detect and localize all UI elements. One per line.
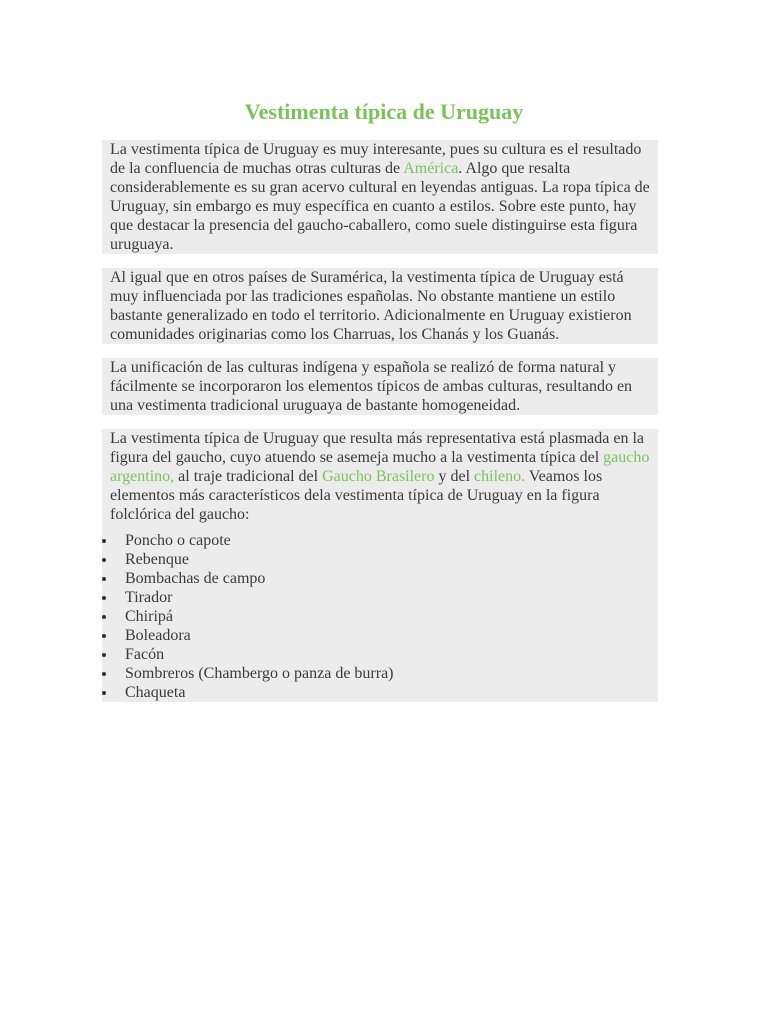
list-item <box>102 607 658 626</box>
paragraph-4-text-a: La vestimenta típica de Uruguay que resulta más representativa está plasmada en la figura del gaucho, cuyo atuendo se asemeja mucho a la vestimenta típica del <box>110 430 645 466</box>
paragraph-4-text-c: y del <box>434 468 475 485</box>
paragraph-gap <box>102 415 658 429</box>
article-body <box>102 140 658 702</box>
list-item-label: Facón <box>125 646 165 663</box>
link-gaucho-argentino[interactable]: gaucho argentino, <box>110 449 650 485</box>
list-item-label: Rebenque <box>125 551 189 568</box>
list-item <box>102 626 658 645</box>
paragraph-1 <box>102 140 658 254</box>
link-america[interactable]: América <box>403 160 459 177</box>
paragraph-4 <box>102 429 658 524</box>
list-item <box>102 664 658 683</box>
clothing-items-list <box>102 524 658 702</box>
paragraph-4-text-d: Veamos los elementos más característicos dela vestimenta típica de Uruguay en la figura folclórica del gaucho: <box>110 468 603 523</box>
paragraph-gap <box>102 254 658 268</box>
list-item <box>102 683 658 702</box>
paragraph-4-text-b: al traje tradicional del <box>174 468 323 485</box>
paragraph-1-text-a: La vestimenta típica de Uruguay es muy interesante, pues su cultura es el resultado de la confluencia de muchas otras culturas de <box>110 141 642 177</box>
bullet-icon <box>102 539 106 543</box>
bullet-icon <box>102 615 106 619</box>
list-item-label: Sombreros (Chambergo o panza de burra) <box>125 665 394 682</box>
bullet-icon <box>102 691 106 695</box>
list-item-label: Chaqueta <box>125 684 186 701</box>
list-item <box>102 550 658 569</box>
bullet-icon <box>102 653 106 657</box>
link-gaucho-brasilero[interactable]: Gaucho Brasilero <box>322 468 435 485</box>
bullet-icon <box>102 558 106 562</box>
page-title: Vestimenta típica de Uruguay <box>244 99 524 124</box>
paragraph-1-text-b: . Algo que resalta considerablemente es su gran acervo cultural en leyendas antiguas. La ropa típica de Uruguay, sin embargo es muy específica en cuanto a estilos. Sobre este punto, hay que destacar la presencia del gaucho-caballero, como suele distinguirse esta figura uruguaya. <box>110 160 650 253</box>
list-item <box>102 531 658 550</box>
bullet-icon <box>102 672 106 676</box>
list-item-label: Boleadora <box>125 627 191 644</box>
list-item-label: Poncho o capote <box>125 532 231 549</box>
list-item <box>102 645 658 664</box>
list-item-label: Tirador <box>125 589 173 606</box>
list-item-label: Bombachas de campo <box>125 570 266 587</box>
bullet-icon <box>102 634 106 638</box>
list-item-label: Chiripá <box>125 608 173 625</box>
list-item <box>102 569 658 588</box>
bullet-icon <box>102 577 106 581</box>
paragraph-3: La unificación de las culturas indígena y española se realizó de forma natural y fácilmente se incorporaron los elementos típicos de ambas culturas, resultando en una vestimenta tradicional uruguaya de bastante homogeneidad. <box>102 358 658 415</box>
bullet-icon <box>102 596 106 600</box>
list-item <box>102 588 658 607</box>
link-chileno[interactable]: chileno. <box>474 468 526 485</box>
paragraph-gap <box>102 344 658 358</box>
paragraph-2: Al igual que en otros países de Suramérica, la vestimenta típica de Uruguay está muy influenciada por las tradiciones españolas. No obstante mantiene un estilo bastante generalizado en todo el territorio. Adicionalmente en Uruguay existieron comunidades originarias como los Charruas, los Chanás y los Guanás. <box>102 268 658 344</box>
